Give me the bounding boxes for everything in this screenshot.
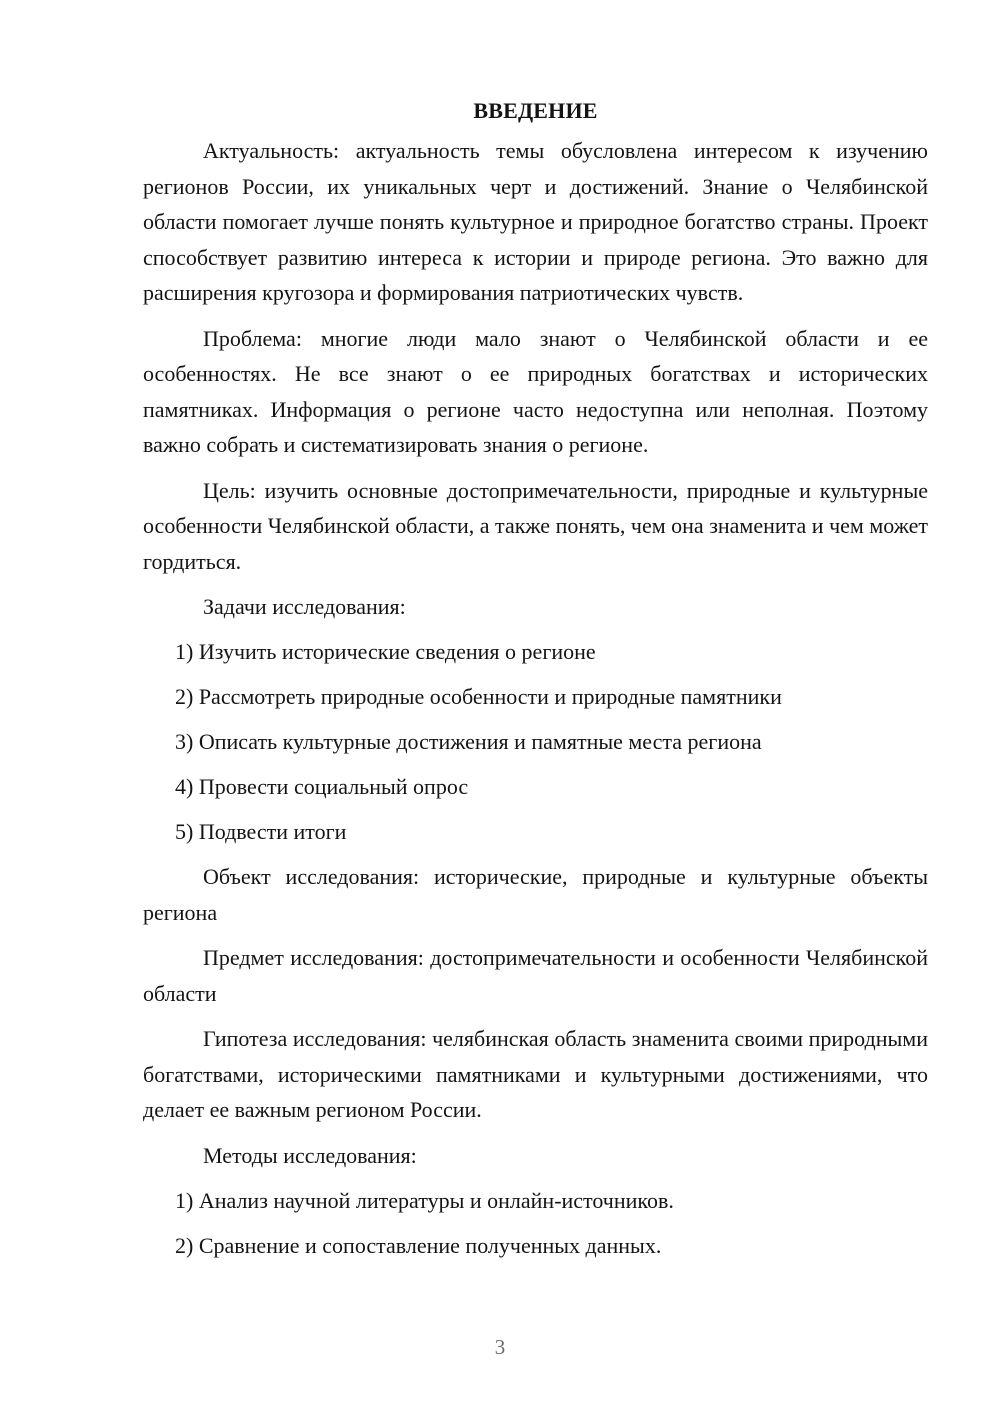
methods-heading: Методы исследования: bbox=[203, 1142, 417, 1168]
hypothesis-paragraph: Гипотеза исследования: челябинская область знаменита своими природными богатствами, историческими памятниками и культурными достижениями, что делает ее важным регионом России. bbox=[143, 1026, 928, 1122]
page-number: 3 bbox=[494, 1335, 506, 1359]
task-item-3: 3) Описать культурные достижения и памятные места региона bbox=[175, 729, 762, 754]
task-item-4: 4) Провести социальный опрос bbox=[175, 774, 469, 799]
task-item-1: 1) Изучить исторические сведения о регионе bbox=[175, 639, 596, 664]
page-content bbox=[143, 94, 928, 1273]
goal-paragraph: Цель: изучить основные достопримечательности, природные и культурные особенности Челябинской области, а также понять, чем она знаменита и чем может гордиться. bbox=[143, 477, 928, 574]
section-title: ВВЕДЕНИЕ bbox=[473, 98, 598, 123]
task-item-2: 2) Рассмотреть природные особенности и природные памятники bbox=[175, 684, 782, 709]
problem-paragraph: Проблема: многие люди мало знают о Челябинской области и ее особенностях. Не все знают о ее природных богатствах и исторических памятниках. Информация о регионе часто недоступна или неполная. Поэтому важно собрать и систематизировать знания о регионе. bbox=[143, 325, 928, 457]
relevance-paragraph: Актуальность: актуальность темы обусловлена интересом к изучению регионов России, их уникальных черт и достижений. Знание о Челябинской области помогает лучше понять культурное и природное богатство страны. Проект способствует развитию интереса к истории и природе региона. Это важно для расширения кругозора и формирования патриотических чувств. bbox=[143, 138, 928, 305]
method-item-1: 1) Анализ научной литературы и онлайн-источников. bbox=[175, 1187, 674, 1213]
method-item-2: 2) Сравнение и сопоставление полученных данных. bbox=[175, 1232, 662, 1258]
tasks-heading: Задачи исследования: bbox=[203, 594, 406, 619]
subject-paragraph: Предмет исследования: достопримечательности и особенности Челябинской области bbox=[143, 945, 928, 1006]
task-item-5: 5) Подвести итоги bbox=[175, 819, 347, 844]
object-paragraph: Объект исследования: исторические, природные и культурные объекты региона bbox=[143, 864, 928, 925]
